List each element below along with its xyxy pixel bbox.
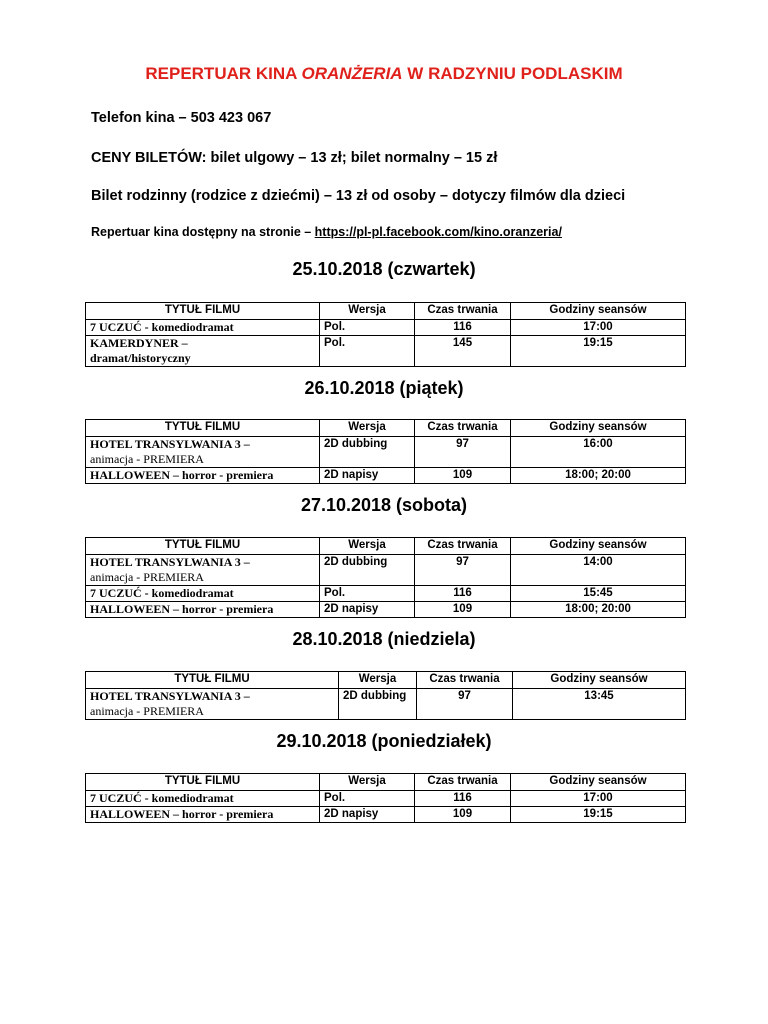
table-row — [86, 791, 686, 807]
film-genre: animacja - PREMIERA — [90, 452, 204, 466]
col-title-header: TYTUŁ FILMU — [86, 420, 320, 437]
film-duration: 97 — [415, 437, 511, 468]
website-info — [91, 225, 562, 239]
film-version: Pol. — [320, 791, 415, 807]
table-header-row — [86, 774, 686, 791]
col-duration-header: Czas trwania — [415, 774, 511, 791]
film-title: 7 UCZUĆ - komediodramat — [86, 586, 320, 602]
film-version: 2D napisy — [320, 602, 415, 618]
film-title: HALLOWEEN – horror - premiera — [86, 807, 320, 823]
table-header-row — [86, 420, 686, 437]
day-heading: 27.10.2018 (sobota) — [300, 495, 468, 515]
film-genre: dramat/historyczny — [90, 351, 191, 365]
website-label: Repertuar kina dostępny na stronie – — [91, 225, 315, 239]
family-ticket-info: Bilet rodzinny (rodzice z dziećmi) – 13 zł od osoby – dotyczy filmów dla dzieci — [91, 188, 626, 204]
day-heading: 25.10.2018 (czwartek) — [292, 259, 476, 279]
schedule-table — [85, 302, 686, 367]
film-title: 7 UCZUĆ - komediodramat — [86, 320, 320, 336]
title-cinema-name: ORANŻERIA — [301, 64, 403, 83]
website-link[interactable]: https://pl-pl.facebook.com/kino.oranzeria/ — [314, 225, 562, 239]
col-version-header: Wersja — [320, 538, 415, 555]
table-row — [86, 320, 686, 336]
film-duration: 116 — [415, 320, 511, 336]
film-genre: animacja - PREMIERA — [90, 704, 204, 718]
film-duration: 116 — [415, 791, 511, 807]
film-genre: animacja - PREMIERA — [90, 570, 204, 584]
film-name: KAMERDYNER – — [90, 336, 188, 350]
film-version: 2D napisy — [320, 807, 415, 823]
col-times-header: Godziny seansów — [511, 303, 686, 320]
ticket-prices: CENY BILETÓW: bilet ulgowy – 13 zł; bilet normalny – 15 zł — [91, 150, 498, 166]
film-version: Pol. — [320, 336, 415, 367]
showtimes: 19:15 — [511, 807, 686, 823]
day-heading: 26.10.2018 (piątek) — [304, 378, 464, 398]
col-duration-header: Czas trwania — [417, 672, 513, 689]
phone-info: Telefon kina – 503 423 067 — [91, 110, 272, 126]
col-times-header: Godziny seansów — [511, 538, 686, 555]
table-header-row — [86, 538, 686, 555]
col-title-header: TYTUŁ FILMU — [86, 774, 320, 791]
film-version: 2D dubbing — [320, 437, 415, 468]
film-name: HOTEL TRANSYLWANIA 3 – — [90, 555, 250, 569]
showtimes: 17:00 — [511, 320, 686, 336]
film-duration: 109 — [415, 468, 511, 484]
film-version: 2D dubbing — [320, 555, 415, 586]
col-title-header: TYTUŁ FILMU — [86, 672, 339, 689]
col-duration-header: Czas trwania — [415, 303, 511, 320]
showtimes: 19:15 — [511, 336, 686, 367]
film-version: 2D napisy — [320, 468, 415, 484]
showtimes: 16:00 — [511, 437, 686, 468]
table-row — [86, 555, 686, 586]
showtimes: 14:00 — [511, 555, 686, 586]
film-title — [86, 555, 320, 586]
film-name: HOTEL TRANSYLWANIA 3 – — [90, 689, 250, 703]
showtimes: 13:45 — [513, 689, 686, 720]
showtimes: 17:00 — [511, 791, 686, 807]
col-title-header: TYTUŁ FILMU — [86, 538, 320, 555]
table-row — [86, 586, 686, 602]
film-duration: 109 — [415, 602, 511, 618]
col-version-header: Wersja — [339, 672, 417, 689]
title-part-3: W RADZYNIU PODLASKIM — [402, 64, 623, 83]
table-header-row — [86, 303, 686, 320]
schedule-table — [85, 537, 686, 618]
film-duration: 109 — [415, 807, 511, 823]
col-version-header: Wersja — [320, 303, 415, 320]
film-name: HOTEL TRANSYLWANIA 3 – — [90, 437, 250, 451]
showtimes: 15:45 — [511, 586, 686, 602]
col-title-header: TYTUŁ FILMU — [86, 303, 320, 320]
film-title: HALLOWEEN – horror - premiera — [86, 602, 320, 618]
film-duration: 97 — [417, 689, 513, 720]
col-duration-header: Czas trwania — [415, 538, 511, 555]
table-header-row — [86, 672, 686, 689]
schedule-table — [85, 773, 686, 823]
day-heading: 29.10.2018 (poniedziałek) — [276, 731, 492, 751]
col-times-header: Godziny seansów — [511, 774, 686, 791]
film-title: 7 UCZUĆ - komediodramat — [86, 791, 320, 807]
film-version: Pol. — [320, 586, 415, 602]
showtimes: 18:00; 20:00 — [511, 602, 686, 618]
day-heading: 28.10.2018 (niedziela) — [292, 629, 476, 649]
table-row — [86, 336, 686, 367]
col-duration-header: Czas trwania — [415, 420, 511, 437]
col-version-header: Wersja — [320, 774, 415, 791]
schedule-table — [85, 419, 686, 484]
col-times-header: Godziny seansów — [511, 420, 686, 437]
film-duration: 116 — [415, 586, 511, 602]
film-duration: 97 — [415, 555, 511, 586]
col-times-header: Godziny seansów — [513, 672, 686, 689]
table-row — [86, 468, 686, 484]
film-version: 2D dubbing — [339, 689, 417, 720]
col-version-header: Wersja — [320, 420, 415, 437]
table-row — [86, 807, 686, 823]
film-title — [86, 437, 320, 468]
film-duration: 145 — [415, 336, 511, 367]
film-title: HALLOWEEN – horror - premiera — [86, 468, 320, 484]
film-title — [86, 689, 339, 720]
page-title — [0, 64, 768, 84]
title-part-1: REPERTUAR KINA — [145, 64, 302, 83]
table-row — [86, 437, 686, 468]
schedule-table — [85, 671, 686, 720]
table-row — [86, 602, 686, 618]
film-version: Pol. — [320, 320, 415, 336]
table-row — [86, 689, 686, 720]
film-title — [86, 336, 320, 367]
showtimes: 18:00; 20:00 — [511, 468, 686, 484]
